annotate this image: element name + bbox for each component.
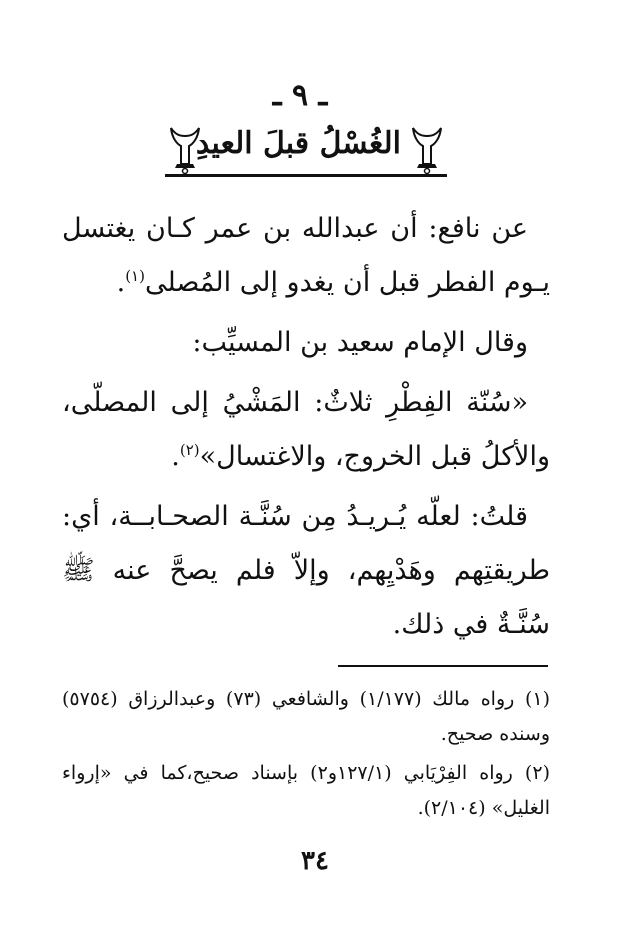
- chapter-number: ـ ٩ ـ: [272, 78, 328, 113]
- footnote-ref-2: (٢): [179, 441, 200, 459]
- title-underline: [165, 174, 447, 177]
- paragraph-said: وقال الإمام سعيد بن المسيِّب:: [192, 327, 528, 358]
- lotus-ornament-icon: [165, 124, 205, 174]
- footnote-1: (١) رواه مالك (١/١٧٧) والشافعي (٧٣) وعبدالرزاق (٥٧٥٤) وسنده صحيح.: [62, 688, 550, 745]
- chapter-title: الغُسْلُ قبلَ العيدِ: [195, 126, 401, 161]
- chapter-title-block: [165, 122, 447, 178]
- paragraph-nafi: عن نافع: أن عبدالله بن عمر كـان يغتسل يـوم الفطر قبل أن يغدو إلى المُصلى$^{(١)}$.: [62, 213, 550, 298]
- footnote-ref-1: (١): [125, 267, 145, 285]
- lotus-ornament-icon: [407, 124, 447, 174]
- page-number: ٣٤: [301, 846, 329, 876]
- paragraph-quote: «سُنّة الفِطْرِ ثلاثٌ: المَشْيُ إلى المصلّى، والأكلُ قبل الخروج، والاغتسال»$^{(٢)}$.: [62, 387, 550, 472]
- paragraph-comment: قلتُ: لعلّه يُـريـدُ مِن سُنَّـة الصحـابــة، أي: طريقتِهم وهَدْيِهم، وإلاّ فلم يصحَّ عنه ﷺ سُنَّـةٌ في ذلك.: [62, 501, 550, 640]
- footnote-separator: [338, 665, 548, 667]
- main-text: [62, 202, 550, 658]
- footnote-2: (٢) رواه الفِرْيَابي (١٢٧/١و٢) بإسناد صحيح،كما في «إرواء الغليل» (٢/١٠٤).: [62, 762, 550, 819]
- footnotes: [62, 682, 550, 830]
